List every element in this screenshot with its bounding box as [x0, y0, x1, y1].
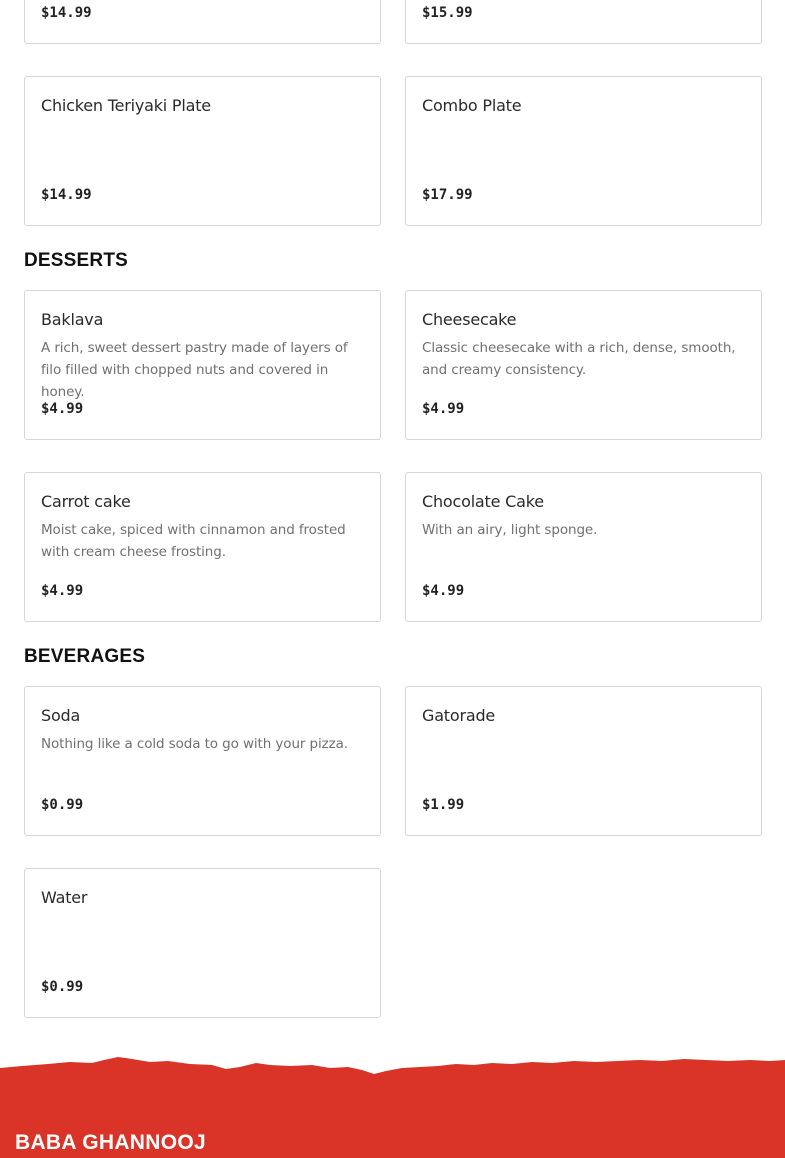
menu-item-card[interactable]	[405, 0, 762, 44]
item-price: $17.99	[422, 187, 473, 203]
item-name: Combo Plate	[422, 96, 522, 115]
item-description: Nothing like a cold soda to go with your pizza.	[41, 736, 348, 752]
menu-item-card[interactable]	[24, 76, 381, 226]
item-description: A rich, sweet dessert pastry made of layers of filo filled with chopped nuts and covered in honey.	[41, 340, 348, 400]
item-price: $15.99	[422, 5, 473, 21]
item-name: Soda	[41, 706, 81, 725]
menu-item-card[interactable]	[24, 290, 381, 440]
item-price: $14.99	[41, 5, 92, 21]
item-name: Gatorade	[422, 706, 496, 725]
menu-item-card[interactable]	[405, 472, 762, 622]
item-description: Moist cake, spiced with cinnamon and frosted with cream cheese frosting.	[41, 522, 346, 560]
item-price: $1.99	[422, 797, 465, 813]
menu-item-card[interactable]	[405, 76, 762, 226]
site-footer	[0, 1040, 785, 1158]
menu-item-card[interactable]	[405, 290, 762, 440]
footer-brand[interactable]: BABA GHANNOOJ	[15, 1131, 206, 1154]
menu-item-card[interactable]	[24, 868, 381, 1018]
menu-item-card[interactable]	[24, 472, 381, 622]
menu-item-card[interactable]	[405, 686, 762, 836]
item-price: $14.99	[41, 187, 92, 203]
item-price: $0.99	[41, 979, 84, 995]
item-name: Chocolate Cake	[422, 492, 544, 511]
item-description: With an airy, light sponge.	[422, 522, 598, 538]
item-price: $4.99	[41, 583, 84, 599]
item-name: Chicken Teriyaki Plate	[41, 96, 211, 115]
item-price: $4.99	[422, 583, 465, 599]
item-name: Cheesecake	[422, 310, 517, 329]
item-price: $4.99	[422, 401, 465, 417]
item-name: Baklava	[41, 310, 104, 329]
item-name: Water	[41, 888, 88, 907]
item-price: $4.99	[41, 401, 84, 417]
menu-item-card[interactable]	[24, 686, 381, 836]
item-name: Carrot cake	[41, 492, 131, 511]
item-description: Classic cheesecake with a rich, dense, smooth, and creamy consistency.	[422, 340, 736, 378]
menu-item-card[interactable]	[24, 0, 381, 44]
item-price: $0.99	[41, 797, 84, 813]
section-title-desserts: DESSERTS	[24, 250, 129, 271]
section-title-beverages: BEVERAGES	[24, 646, 146, 667]
